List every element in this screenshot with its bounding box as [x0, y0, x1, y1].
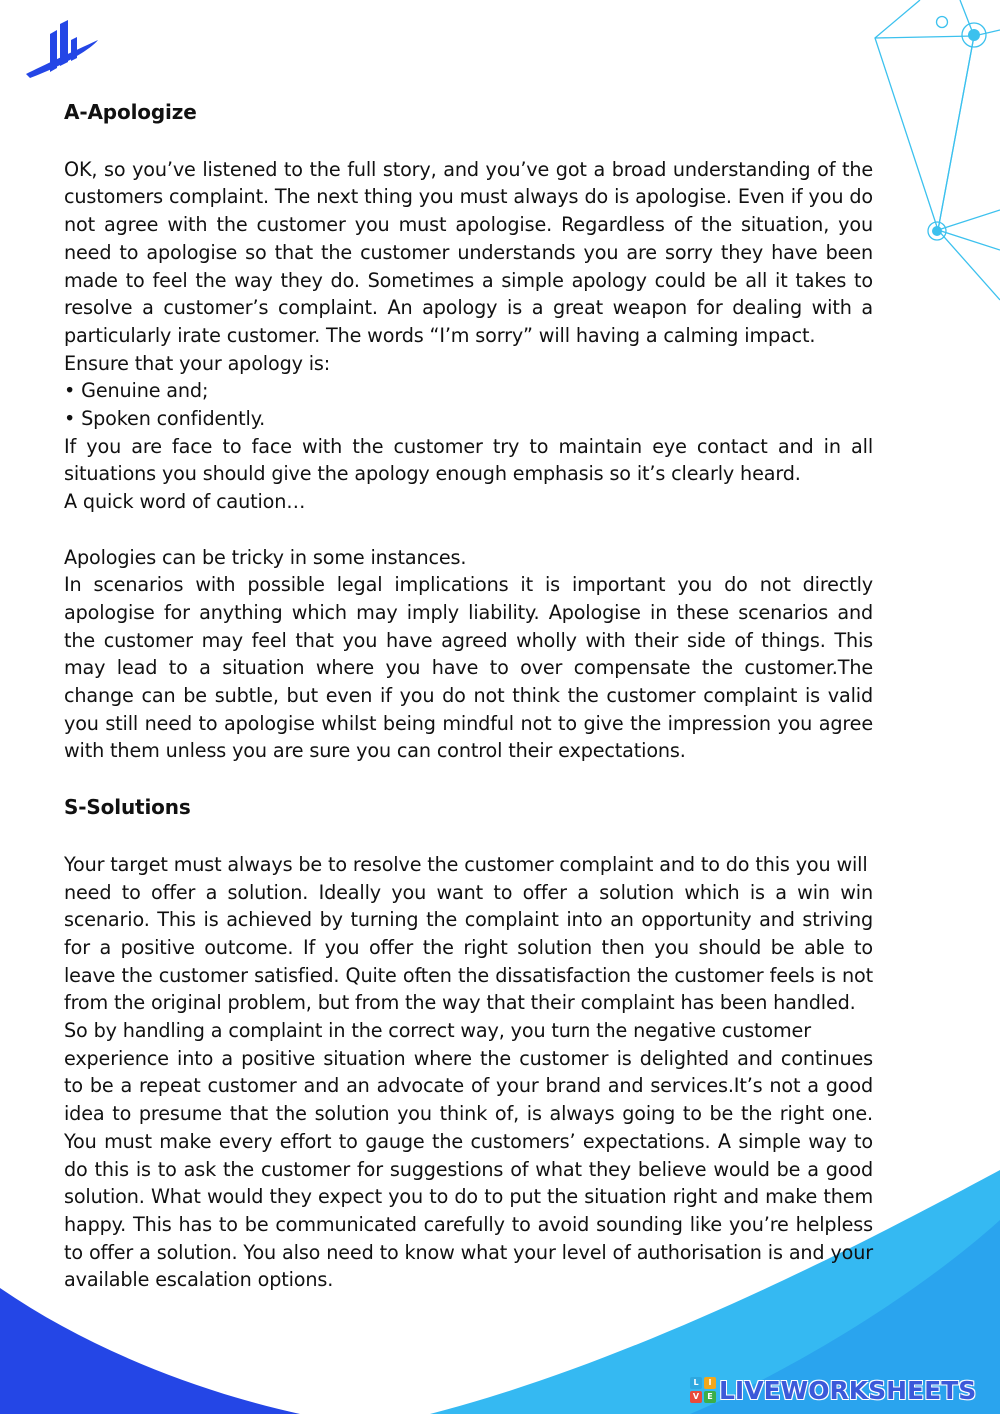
- mark-letter: E: [704, 1391, 716, 1403]
- liveworksheets-mark-icon: [690, 1377, 716, 1403]
- mark-letter: V: [690, 1391, 702, 1403]
- apologize-paragraph-2: Ensure that your apology is:: [64, 351, 331, 375]
- heading-apologize: A-Apologize: [64, 100, 197, 124]
- mark-letter: L: [690, 1377, 702, 1389]
- heading-solutions: S-Solutions: [64, 795, 191, 820]
- solutions-paragraph-2-line-1: So by handling a complaint in the correct way, you turn the negative customer: [64, 1019, 811, 1043]
- document-body: [64, 96, 873, 1294]
- mark-letter: I: [704, 1377, 716, 1389]
- solutions-paragraph-2: experience into a positive situation where the customer is delighted and continues to be a repeat customer and an advocate of your brand and services.It’s not a good idea to presume that the solution you think of, is always going to be the right one. You must make every effort to gauge the customers’ expectations. A simple way to do this is to ask the customer for suggestions of what they believe would be a good solution. What would they expect you to do to put the situation right and make them happy. This has to be communicated carefully to avoid sounding like you’re helpless to offer a solution. You also need to know what your level of authorisation is and your available escalation options.: [64, 1046, 873, 1292]
- liveworksheets-brand: [690, 1372, 976, 1408]
- brand-name: LIVEWORKSHEETS: [719, 1375, 977, 1405]
- logo-icon: [22, 18, 102, 80]
- bullet-item: • Spoken confidently.: [64, 407, 266, 431]
- bullet-item: • Genuine and;: [64, 379, 209, 403]
- apologize-paragraph-6: In scenarios with possible legal implications it is important you do not directly apologise for anything which may imply liability. Apologise in these scenarios and the customer may feel that you have agreed wholly with their side of things. This may lead to a situation where you have to over compensate the customer.The change can be subtle, but even if you do not think the customer complaint is valid you still need to apologise whilst being mindful not to give the impression you agree with them unless you are sure you can control their expectations.: [64, 573, 873, 763]
- solutions-paragraph-1-line-1: Your target must always be to resolve the customer complaint and to do this you will: [64, 852, 868, 876]
- network-decoration: [860, 0, 1000, 310]
- apologize-paragraph-3: If you are face to face with the customer try to maintain eye contact and in all situations you should give the apology enough emphasis so it’s clearly heard.: [64, 434, 873, 486]
- solutions-paragraph-1: need to offer a solution. Ideally you want to offer a solution which is a win win scenario. This is achieved by turning the complaint into an opportunity and striving for a positive outcome. If you offer the right solution then you should be able to leave the customer satisfied. Quite often the dissatisfaction the customer feels is not from the original problem, but from the way that their complaint has been handled.: [64, 880, 873, 1015]
- apologize-paragraph-5: Apologies can be tricky in some instances.: [64, 545, 467, 569]
- apologize-paragraph-4: A quick word of caution…: [64, 490, 306, 514]
- apologize-paragraph-1: OK, so you’ve listened to the full story, and you’ve got a broad understanding of the customers complaint. The next thing you must always do is apologise. Even if you do not agree with the customer you must apologise. Regardless of the situation, you need to apologise so that the customer understands you are sorry they have been made to feel the way they do. Sometimes a simple apology could be all it takes to resolve a customer’s complaint. An apology is a great weapon for dealing with a particularly irate customer. The words “I’m sorry” will having a calming impact.: [64, 157, 873, 347]
